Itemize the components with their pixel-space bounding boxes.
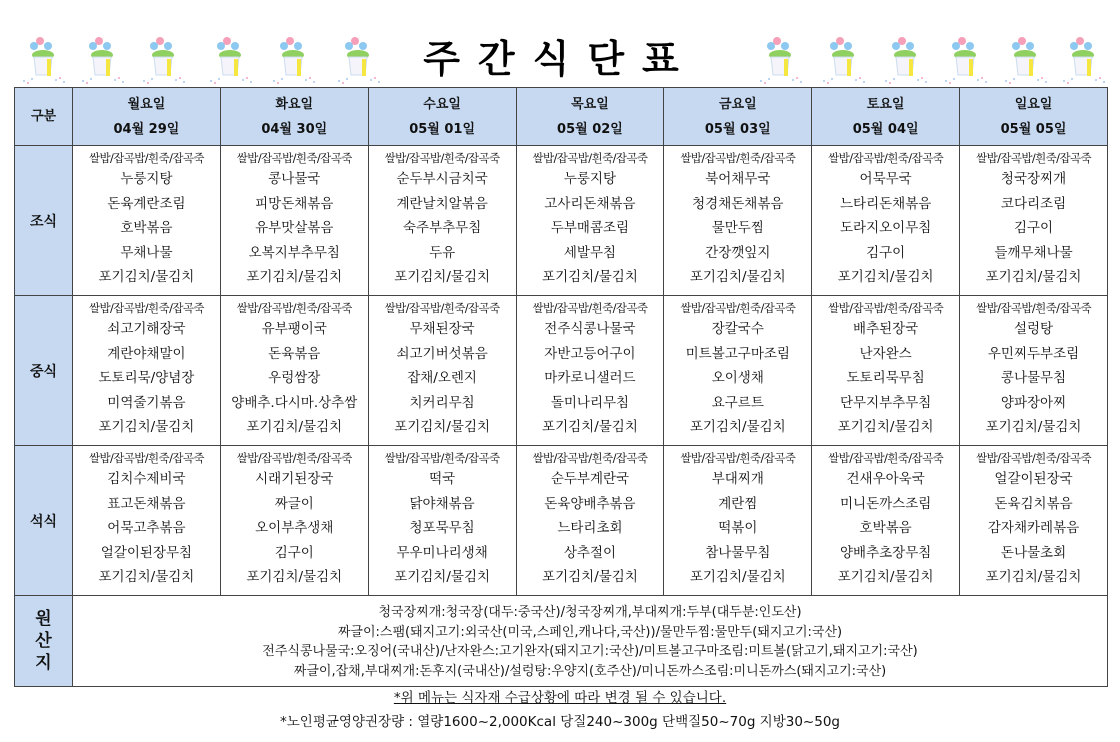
meal-row	[15, 296, 1108, 446]
menu-item: 계란찜	[718, 495, 758, 512]
menu-item: 물만두찜	[711, 220, 764, 236]
menu-item: 상추절이	[563, 544, 617, 561]
day-name: 금요일	[718, 96, 757, 112]
rice-options: 쌀밥/잡곡밥/흰죽/잡곡죽	[828, 151, 944, 165]
category-header: 구분	[15, 88, 73, 146]
menu-item: 청국장찌개	[1000, 171, 1067, 187]
menu-item: 포기김치/물김치	[98, 269, 195, 285]
menu-item: 포기김치/물김치	[689, 569, 786, 585]
menu-item: 양파장아찌	[1000, 394, 1067, 411]
menu-item: 떡볶이	[718, 520, 758, 536]
menu-item: 도토리묵무침	[846, 370, 925, 386]
menu-item: 느타리돈채볶음	[839, 195, 932, 212]
rice-options: 쌀밥/잡곡밥/흰죽/잡곡죽	[384, 301, 500, 315]
rice-options: 쌀밥/잡곡밥/흰죽/잡곡죽	[828, 451, 944, 465]
menu-item: 우민찌두부조림	[987, 345, 1080, 362]
menu-item: 포기김치/물김치	[98, 569, 195, 585]
menu-item: 계란날치알볶음	[396, 195, 488, 212]
menu-item: 무채나물	[120, 244, 173, 261]
origin-line: 짜글이:스팸(돼지고기:외국산(미국,스페인,캐나다,국산))/물만두찜:물만두(돼지고기:국산)	[337, 624, 843, 640]
origin-info	[73, 596, 1108, 687]
menu-item: 포기김치/물김치	[98, 419, 195, 435]
menu-item: 돈육계란조림	[107, 195, 186, 212]
menu-item: 배추된장국	[853, 321, 919, 337]
menu-item: 두부매콤조림	[550, 220, 630, 236]
menu-item: 미트볼고구마조림	[685, 345, 790, 362]
menu-item: 김구이	[274, 544, 314, 561]
menu-item: 포기김치/물김치	[246, 419, 343, 435]
menu-item: 참나물무침	[705, 544, 771, 561]
menu-item: 양배추초장무침	[839, 544, 932, 561]
menu-cell	[220, 446, 368, 596]
menu-item: 들깨무채나물	[994, 244, 1073, 261]
menu-item: 돌미나리무침	[550, 394, 630, 411]
rice-options: 쌀밥/잡곡밥/흰죽/잡곡죽	[532, 151, 648, 165]
menu-item: 콩나물국	[268, 171, 321, 187]
meal-label: 조식	[15, 146, 73, 296]
rice-options: 쌀밥/잡곡밥/흰죽/잡곡죽	[680, 301, 796, 315]
menu-item: 유부팽이국	[261, 321, 327, 337]
menu-item: 건새우아욱국	[846, 471, 925, 487]
menu-item: 포기김치/물김치	[689, 419, 786, 435]
day-header	[664, 88, 812, 146]
menu-item: 포기김치/물김치	[394, 569, 491, 585]
day-date: 04월 29일	[113, 121, 180, 137]
menu-item: 닭야채볶음	[409, 495, 475, 512]
menu-item: 오이생채	[711, 370, 764, 386]
menu-item: 무우미나리생채	[396, 544, 488, 561]
meal-row	[15, 446, 1108, 596]
origin-label-char: 산	[35, 631, 52, 651]
origin-label-char: 지	[35, 653, 52, 673]
menu-item: 우렁쌈장	[268, 370, 321, 386]
menu-cell	[73, 146, 221, 296]
day-name: 월요일	[127, 96, 166, 112]
menu-item: 고사리돈채볶음	[544, 195, 636, 212]
menu-item: 느타리초회	[557, 520, 623, 536]
menu-cell	[664, 146, 812, 296]
menu-item: 김구이	[866, 244, 906, 261]
menu-item: 설렁탕	[1013, 321, 1054, 337]
menu-cell	[220, 296, 368, 446]
menu-item: 오복지부추무침	[248, 244, 340, 261]
day-name: 수요일	[423, 96, 461, 112]
day-name: 토요일	[866, 96, 905, 112]
menu-item: 포기김치/물김치	[246, 269, 343, 285]
rice-options: 쌀밥/잡곡밥/흰죽/잡곡죽	[976, 451, 1091, 465]
rice-options: 쌀밥/잡곡밥/흰죽/잡곡죽	[88, 151, 204, 165]
meal-row	[15, 146, 1108, 296]
menu-item: 미역줄기볶음	[107, 394, 186, 411]
menu-item: 시래기된장국	[255, 471, 334, 487]
menu-item: 간장깻잎지	[705, 244, 771, 261]
menu-item: 포기김치/물김치	[542, 419, 638, 435]
menu-item: 김치수제비국	[107, 471, 186, 487]
menu-item: 포기김치/물김치	[837, 569, 934, 585]
menu-cell	[960, 146, 1108, 296]
header-row	[15, 88, 1108, 146]
day-name: 일요일	[1014, 96, 1053, 112]
menu-item: 난자완스	[859, 345, 912, 362]
menu-item: 돈나물초회	[1000, 544, 1067, 561]
menu-item: 포기김치/물김치	[837, 419, 934, 435]
origin-label-char: 원	[35, 609, 52, 629]
menu-cell	[220, 146, 368, 296]
menu-item: 돈육양배추볶음	[544, 495, 636, 512]
origin-label	[15, 596, 73, 687]
menu-item: 어묵고추볶음	[107, 520, 186, 536]
day-date: 04월 30일	[261, 121, 328, 137]
rice-options: 쌀밥/잡곡밥/흰죽/잡곡죽	[680, 451, 796, 465]
menu-item: 무채된장국	[409, 321, 475, 337]
day-date: 05월 02일	[557, 121, 623, 137]
origin-row	[15, 596, 1108, 687]
menu-cell	[516, 146, 664, 296]
menu-item: 청경채돈채볶음	[692, 195, 784, 212]
rice-options: 쌀밥/잡곡밥/흰죽/잡곡죽	[828, 301, 944, 315]
day-header	[960, 88, 1108, 146]
menu-item: 미니돈까스조림	[839, 495, 932, 512]
menu-cell	[73, 296, 221, 446]
menu-item: 포기김치/물김치	[394, 269, 491, 285]
day-date: 05월 03일	[704, 121, 771, 137]
menu-item: 포기김치/물김치	[689, 269, 786, 285]
menu-item: 유부맛살볶음	[255, 220, 334, 236]
menu-cell	[73, 446, 221, 596]
menu-cell	[368, 446, 516, 596]
menu-item: 쇠고기버섯볶음	[396, 345, 488, 362]
menu-cell	[812, 296, 960, 446]
menu-item: 치커리무침	[409, 394, 475, 411]
menu-item: 표고돈채볶음	[107, 495, 186, 512]
menu-item: 포기김치/물김치	[394, 419, 491, 435]
notice-text: *위 메뉴는 식자재 수급상황에 따라 변경 될 수 있습니다.	[393, 690, 727, 706]
menu-item: 북어채무국	[705, 171, 771, 187]
menu-item: 포기김치/물김치	[985, 569, 1082, 585]
menu-item: 포기김치/물김치	[985, 269, 1082, 285]
menu-item: 도라지오이무침	[839, 220, 932, 236]
menu-item: 호박볶음	[859, 520, 912, 536]
menu-cell	[960, 296, 1108, 446]
rice-options: 쌀밥/잡곡밥/흰죽/잡곡죽	[236, 151, 352, 165]
menu-item: 누룽지탕	[120, 171, 173, 187]
origin-line: 짜글이,잡채,부대찌개:돈후지(국내산)/설렁탕:우양지(호주산)/미니돈까스조림:미니돈까스(돼지고기:국산)	[293, 663, 887, 679]
rice-options: 쌀밥/잡곡밥/흰죽/잡곡죽	[976, 151, 1091, 165]
menu-item: 계란야채말이	[107, 345, 186, 362]
day-date: 05월 01일	[409, 121, 476, 137]
menu-item: 어묵무국	[859, 171, 912, 187]
day-name: 목요일	[571, 96, 609, 112]
rice-options: 쌀밥/잡곡밥/흰죽/잡곡죽	[532, 451, 648, 465]
menu-cell	[664, 446, 812, 596]
page-title: 주간식단표	[423, 37, 697, 81]
menu-cell	[368, 296, 516, 446]
day-name: 화요일	[275, 96, 314, 112]
menu-item: 돈육김치볶음	[994, 495, 1073, 512]
menu-item: 전주식콩나물국	[544, 321, 636, 337]
menu-item: 숙주부추무침	[402, 220, 482, 236]
day-header	[812, 88, 960, 146]
menu-item: 코다리조림	[1000, 195, 1067, 212]
day-date: 05월 05일	[1000, 121, 1067, 137]
menu-cell	[812, 446, 960, 596]
menu-item: 오이부추생채	[255, 520, 334, 536]
rice-options: 쌀밥/잡곡밥/흰죽/잡곡죽	[88, 451, 204, 465]
menu-item: 포기김치/물김치	[985, 419, 1082, 435]
menu-item: 돈육볶음	[268, 345, 321, 362]
menu-item: 장칼국수	[711, 321, 764, 337]
day-header	[220, 88, 368, 146]
menu-item: 마카로니샐러드	[544, 370, 636, 386]
menu-cell	[812, 146, 960, 296]
rice-options: 쌀밥/잡곡밥/흰죽/잡곡죽	[976, 301, 1091, 315]
menu-cell	[516, 446, 664, 596]
menu-item: 자반고등어구이	[544, 345, 636, 362]
day-date: 05월 04일	[852, 121, 919, 137]
rice-options: 쌀밥/잡곡밥/흰죽/잡곡죽	[532, 301, 648, 315]
meal-label: 중식	[15, 296, 73, 446]
menu-item: 잡채/오렌지	[407, 370, 477, 386]
rice-options: 쌀밥/잡곡밥/흰죽/잡곡죽	[88, 301, 204, 315]
origin-line: 전주식콩나물국:오징어(국내산)/난자완스:고기완자(돼지고기:국산)/미트볼고구마조림:미트볼(닭고기,돼지고기:국산)	[262, 644, 918, 659]
rice-options: 쌀밥/잡곡밥/흰죽/잡곡죽	[384, 151, 500, 165]
menu-cell	[960, 446, 1108, 596]
meal-label: 석식	[15, 446, 73, 596]
menu-item: 청포묵무침	[409, 520, 475, 536]
rice-options: 쌀밥/잡곡밥/흰죽/잡곡죽	[680, 151, 796, 165]
menu-item: 김구이	[1013, 220, 1054, 236]
weekly-menu-table	[14, 87, 1108, 687]
menu-item: 포기김치/물김치	[837, 269, 934, 285]
nutrition-text: *노인평균영양권장량 : 열량1600~2,000Kcal 당질240~300g 단백질50~70g 지방30~50g	[280, 714, 840, 730]
menu-item: 감자채카레볶음	[987, 520, 1080, 536]
rice-options: 쌀밥/잡곡밥/흰죽/잡곡죽	[384, 451, 500, 465]
menu-item: 떡국	[429, 471, 456, 487]
menu-item: 포기김치/물김치	[542, 569, 638, 585]
day-header	[516, 88, 664, 146]
menu-item: 쇠고기해장국	[107, 321, 186, 337]
menu-item: 두유	[429, 244, 456, 261]
menu-item: 호박볶음	[120, 220, 173, 236]
menu-item: 얼갈이된장국	[994, 471, 1073, 487]
menu-item: 세발무침	[563, 244, 617, 261]
menu-item: 요구르트	[711, 394, 764, 411]
menu-item: 부대찌개	[711, 471, 764, 487]
menu-cell	[664, 296, 812, 446]
menu-item: 단무지부추무침	[839, 394, 932, 411]
menu-item: 누룽지탕	[563, 171, 617, 187]
origin-line: 청국장찌개:청국장(대두:중국산)/청국장찌개,부대찌개:두부(대두분:인도산)	[378, 605, 802, 620]
menu-cell	[368, 146, 516, 296]
menu-item: 짜글이	[274, 495, 314, 512]
menu-item: 순두부시금치국	[396, 171, 488, 187]
menu-item: 콩나물무침	[1000, 370, 1067, 386]
day-header	[368, 88, 516, 146]
menu-item: 순두부계란국	[550, 471, 630, 487]
menu-item: 포기김치/물김치	[246, 569, 343, 585]
menu-item: 피망돈채볶음	[255, 195, 334, 212]
menu-item: 양배추.다시마.상추쌈	[231, 394, 358, 411]
rice-options: 쌀밥/잡곡밥/흰죽/잡곡죽	[236, 451, 352, 465]
menu-item: 포기김치/물김치	[542, 269, 638, 285]
day-header	[73, 88, 221, 146]
menu-item: 얼갈이된장무침	[100, 544, 193, 561]
menu-cell	[516, 296, 664, 446]
menu-item: 도토리묵/양념장	[98, 370, 195, 386]
rice-options: 쌀밥/잡곡밥/흰죽/잡곡죽	[236, 301, 352, 315]
